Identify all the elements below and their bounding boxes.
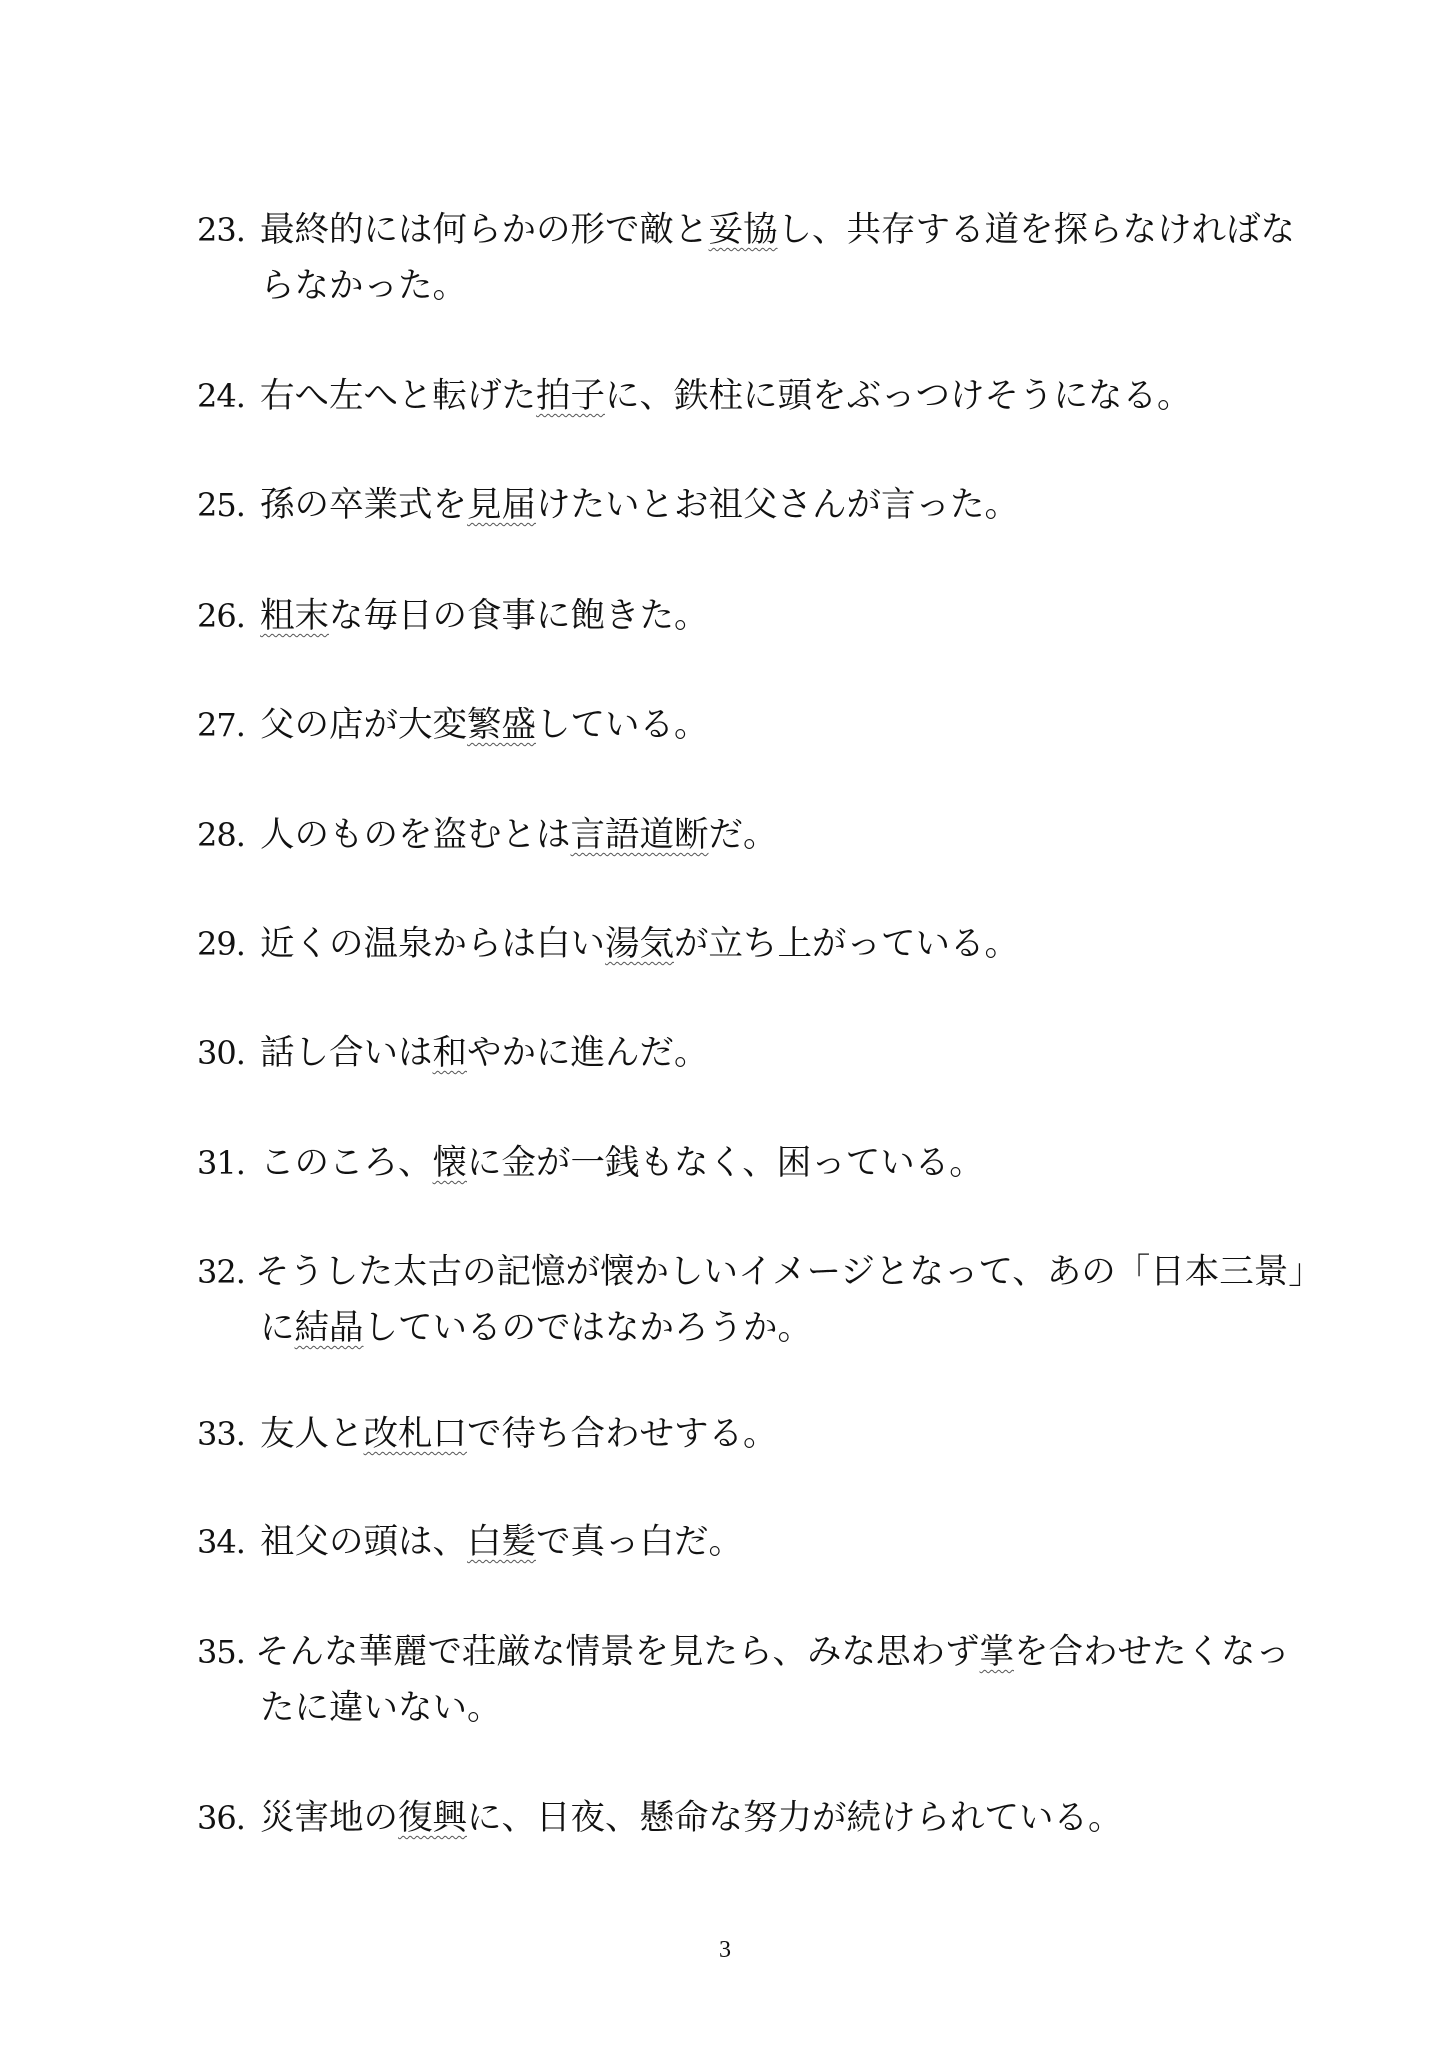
sentence-text: な毎日の食事に飽きた。: [329, 596, 709, 636]
sentence-text: に、日夜、懸命な努力が続けられている。: [467, 1798, 1123, 1838]
sentence-line: [260, 1143, 984, 1183]
item-number: 36.: [197, 1799, 245, 1837]
sentence-line: [260, 266, 467, 306]
sentence-text: たに違いない。: [260, 1688, 502, 1728]
item-number: 35.: [197, 1633, 245, 1671]
underlined-target-word: 和: [432, 1033, 467, 1073]
sentence-text: 祖父の頭は、: [260, 1522, 467, 1562]
underlined-target-word: 繁盛: [467, 705, 536, 745]
underlined-target-word: 拍子: [536, 376, 605, 416]
sentence-text: で真っ白だ。: [536, 1522, 743, 1562]
sentence-text: 友人と: [260, 1414, 364, 1454]
underlined-target-word: 粗末: [260, 596, 329, 636]
sentence-text: で待ち合わせする。: [467, 1414, 778, 1454]
sentence-line: [260, 1688, 502, 1728]
item-number: 30.: [197, 1034, 245, 1072]
underlined-target-word: 言語道断: [570, 815, 709, 855]
sentence-line: [260, 705, 709, 745]
sentence-line: [260, 1414, 778, 1454]
sentence-line: [260, 1798, 1123, 1838]
sentence-text: らなかった。: [260, 266, 467, 306]
underlined-target-word: 懐: [432, 1143, 467, 1183]
sentence-text: に: [260, 1308, 295, 1348]
item-number: 32.: [197, 1253, 245, 1291]
item-number: 28.: [197, 816, 245, 854]
item-number: 33.: [197, 1415, 245, 1453]
sentence-text: に、鉄柱に頭をぶっつけそうになる。: [605, 376, 1192, 416]
sentence-text: している。: [536, 705, 709, 745]
sentence-text: 最終的には何らかの形で敵と: [260, 210, 709, 250]
sentence-text: 話し合いは: [260, 1033, 433, 1073]
sentence-line: [260, 1308, 812, 1348]
sentence-text: に金が一銭もなく、困っている。: [467, 1143, 984, 1183]
sentence-line: [260, 485, 1019, 525]
item-number: 29.: [197, 925, 245, 963]
sentence-text: を合わせたくなっ: [1014, 1632, 1290, 1672]
underlined-target-word: 改札口: [363, 1414, 467, 1454]
underlined-target-word: 結晶: [294, 1308, 364, 1348]
sentence-text: そんな華麗で荘厳な情景を見たら、みな思わず: [255, 1632, 980, 1672]
sentence-text: やかに進んだ。: [467, 1033, 709, 1073]
sentence-text: けたいとお祖父さんが言った。: [536, 485, 1019, 525]
sentence-text: 孫の卒業式を: [260, 485, 467, 525]
underlined-target-word: 復興: [398, 1798, 467, 1838]
item-number: 23.: [197, 211, 245, 249]
item-number: 26.: [197, 597, 245, 635]
sentence-line: [260, 210, 1295, 250]
item-number: 27.: [197, 706, 245, 744]
sentence-line: [260, 596, 709, 636]
item-number: 34.: [197, 1523, 245, 1561]
sentence-text: 右へ左へと転げた: [260, 376, 536, 416]
item-number: 31.: [197, 1144, 245, 1182]
sentence-line: [260, 924, 1019, 964]
sentence-text: このころ、: [260, 1143, 433, 1183]
sentence-line: [260, 1522, 743, 1562]
sentence-line: [255, 1252, 1323, 1292]
sentence-line: [260, 815, 778, 855]
underlined-target-word: 掌: [979, 1632, 1014, 1672]
sentence-line: [260, 1033, 709, 1073]
item-number: 25.: [197, 486, 245, 524]
sentence-text: 父の店が大変: [260, 705, 467, 745]
sentence-text: そうした太古の記憶が懐かしいイメージとなって、あの「日本三景」: [255, 1252, 1323, 1292]
page-number: 3: [719, 1937, 731, 1963]
sentence-text: しているのではなかろうか。: [363, 1308, 812, 1348]
item-number: 24.: [197, 377, 245, 415]
sentence-line: [255, 1632, 1290, 1672]
sentence-text: 近くの温泉からは白い: [260, 924, 605, 964]
sentence-text: だ。: [708, 815, 778, 855]
underlined-target-word: 湯気: [605, 924, 674, 964]
sentence-text: 人のものを盗むとは: [260, 815, 571, 855]
sentence-text: し、共存する道を探らなければな: [777, 210, 1295, 250]
sentence-text: が立ち上がっている。: [674, 924, 1019, 964]
underlined-target-word: 見届: [467, 485, 536, 525]
sentence-line: [260, 376, 1192, 416]
underlined-target-word: 白髪: [467, 1522, 536, 1562]
sentence-text: 災害地の: [260, 1798, 398, 1838]
underlined-target-word: 妥協: [708, 210, 778, 250]
